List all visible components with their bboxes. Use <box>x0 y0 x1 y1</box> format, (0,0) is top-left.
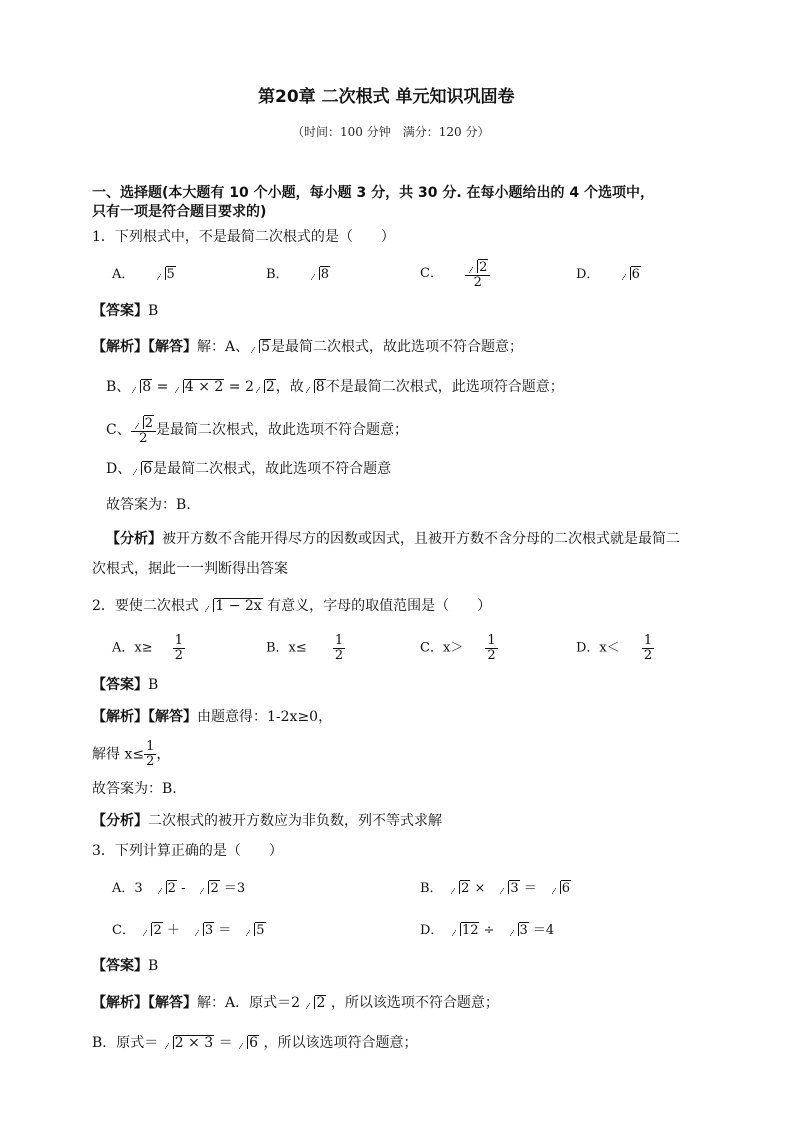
q2-option-b: B．x≤ $\frac{1}{2}$ <box>266 633 344 663</box>
q2-option-d: D．x＜ $\frac{1}{2}$ <box>576 633 653 663</box>
q1-solution-d: D、 6是最简二次根式，故此选项不符合题意 <box>106 461 392 477</box>
q1-option-c: C． $\frac{2}{2}$ <box>420 258 490 290</box>
q1-solution-b: B、 8 = 4 × 2 = 2 2，故 8不是最简二次根式，此选项符合题意； <box>106 379 564 395</box>
q2-solution-line2: 解得 x≤ $\frac{1}{2}$ ， <box>92 739 171 769</box>
q3-option-a: A．3 2 - 2 ＝3 <box>112 881 246 896</box>
q1-solution-c: C、 $\frac{2}{2}$ 是最简二次根式，故此选项不符合题意； <box>106 416 408 446</box>
q3-stem: 3．下列计算正确的是（ ） <box>92 843 283 859</box>
q1-conclusion: 故答案为：B. <box>106 497 191 513</box>
q1-analysis-line1: 【分析】被开方数不含能开得尽方的因数或因式，且被开方数不含分母的二次根式就是最简二 <box>106 531 680 547</box>
page-title: 第20章 二次根式 单元知识巩固卷 <box>258 87 515 107</box>
q2-analysis: 【分析】二次根式的被开方数应为非负数，列不等式求解 <box>92 813 442 829</box>
q3-solution-b: B．原式＝ 2 × 3 ＝ 6 ，所以该选项符合题意； <box>92 1035 418 1051</box>
q3-solution-a: 【解析】【解答】解：A．原式＝2 2 ，所以该选项不符合题意； <box>92 995 499 1011</box>
page-subtitle: （时间：100 分钟 满分：120 分） <box>292 125 490 139</box>
q1-option-d: D． 6 <box>576 267 640 282</box>
q1-option-b: B． 8 <box>266 267 329 282</box>
q1-analysis-line2: 次根式，据此一一判断得出答案 <box>92 561 288 577</box>
q1-answer: 【答案】B <box>92 303 159 319</box>
q2-option-c: C．x＞ $\frac{1}{2}$ <box>420 633 496 663</box>
q3-answer: 【答案】B <box>92 958 159 974</box>
q2-answer: 【答案】B <box>92 677 159 693</box>
q3-option-d: D． 12 ÷ 3 ＝4 <box>420 923 555 938</box>
q2-option-a: A．x≥ $\frac{1}{2}$ <box>112 633 184 663</box>
q2-stem: 2．要使二次根式 1 − 2x 有意义，字母的取值范围是（ ） <box>92 598 492 614</box>
section-heading-line2: 只有一项是符合题目要求的) <box>92 204 267 220</box>
q1-stem: 1．下列根式中，不是最简二次根式的是（ ） <box>92 229 395 245</box>
section-heading-line1: 一、选择题(本大题有 10 个小题，每小题 3 分，共 30 分. 在每小题给出的 4 个选项中， <box>92 185 655 201</box>
q2-solution-line1: 【解析】【解答】由题意得：1-2x≥0， <box>92 709 333 725</box>
q1-solution-a: 【解析】【解答】解：A、 5是最简二次根式，故此选项不符合题意； <box>92 339 524 355</box>
q2-conclusion: 故答案为：B. <box>92 781 177 797</box>
q3-option-c: C． 2 ＋ 3 ＝ 5 <box>112 923 265 938</box>
q3-option-b: B． 2 × 3 ＝ 6 <box>420 881 571 896</box>
q1-option-a: A． 5 <box>112 267 175 282</box>
